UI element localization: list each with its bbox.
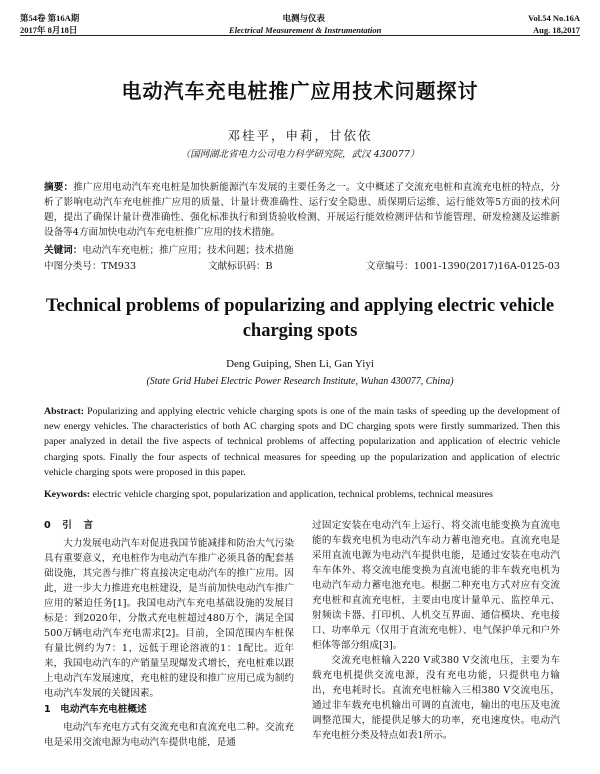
document-code: 文献标识码：B: [208, 261, 273, 272]
section-heading-introduction: 0 引 言: [44, 520, 95, 531]
keywords-cn-label: 关键词：: [44, 245, 83, 256]
abstract-en-text: Popularizing and applying electric vehicle charging spots is one of the main tasks of speeding up the development of new energy vehicles. The characteristics of both AC charging spots and DC charging spots were firstly summarized. Then this paper analyzed in detail the five aspects of technical problems of affecting popularization and application of electric vehicle charging spots. Finally the four aspects of technical measures for speeding up the popularization and application of electric vehicle charging spots were proposed in this paper.: [44, 406, 560, 478]
authors-en: Deng Guiping, Shen Li, Gan Yiyi: [226, 358, 374, 370]
clc-number: 中图分类号：TM933: [44, 261, 137, 272]
abstract-en: [44, 404, 560, 480]
section-heading-overview: 1 电动汽车充电桩概述: [44, 704, 147, 715]
journal-volume: 第54卷 第16A期: [20, 13, 80, 23]
journal-volume-en: Vol.54 No.16A: [528, 13, 580, 23]
journal-name-cn: 电测与仪表: [282, 13, 325, 23]
keywords-en-label: Keywords:: [44, 489, 91, 500]
affiliation-cn: （国网湖北省电力公司电力科学研究院，武汉 430077）: [180, 149, 420, 160]
header-divider: [20, 35, 580, 36]
title-cn: 电动汽车充电桩推广应用技术问题探讨: [121, 79, 479, 103]
abstract-en-label: Abstract:: [44, 406, 85, 417]
abstract-cn-label: 摘要：: [44, 182, 74, 193]
charging-spot-paragraph: 交流充电桩输入220 V或380 V交流电压，主要为车载充电机提供交流电源，没有充电功能，只提供电力输出，充电耗时长。直流充电桩输入三相380 V交流电压，通过非车载充电机输出可调的直流电，输出的电压及电流调整范围大，能提供足够大的功率，充电速度快。电动汽车充电桩分类及特点如表1所示。: [312, 655, 560, 741]
issue-date-en: Aug. 18,2017: [532, 25, 580, 35]
overview-paragraph: 电动汽车充电方式有交流充电和直流充电二种。交流充电是采用交流电源为电动汽车提供电能，是通: [44, 722, 294, 748]
introduction-paragraph: 大力发展电动汽车对促进我国节能减排和防治大气污染具有重要意义，充电桩作为电动汽车推广必须具备的配套基础设施，其完善与推广将直接决定电动汽车的推广应用。因此，进一步大力推进充电桩建设，是当前加快电动汽车推广应用的紧迫任务[1]。我国电动汽车充电基础设施的发展目标是：到2020年，分散式充电桩超过480万个，满足全国500万辆电动汽车充电需求[2]。目前，全国范围内车桩保有量比例约为7：1，远低于理论溶液的1：1配比。近年来，我国电动汽车的产销量呈现爆发式增长，充电桩难以跟上电动汽车发展速度，充电桩的建设和推广应用已成为制约电动汽车发展的关键因素。: [44, 538, 294, 699]
article-number: 文章编号：1001-1390(2017)16A-0125-03: [365, 261, 560, 272]
overview-paragraph-continued: 过固定安装在电动汽车上运行、将交流电能变换为直流电能的车载充电机为电动汽车动力蓄电池充电。直流充电是采用直流电源为电动汽车提供电能，是通过安装在电动汽车车体外、将交流电能变换为直流电能的非车载充电机为电动汽车动力蓄电池充电。根据二种充电方式对应有交流充电桩和直流充电桩，主要由电度计量单元、监控单元、射频读卡器、打印机、人机交互界面、通信模块、充电接口、功率单元（仅用于直流充电桩）、电气保护单元和户外柜体等部分组成[3]。: [312, 520, 560, 651]
keywords-cn: [44, 242, 560, 256]
abstract-cn-text: 推广应用电动汽车充电桩是加快新能源汽车发展的主要任务之一。文中概述了交流充电桩和直流充电桩的特点，分析了影响电动汽车充电桩推广应用的质量、计量计费准确性、运行安全隐患、质保期后运维、运行能效等5方面的技术问题，提出了确保计量计费准确性、强化标准执行和到货验收检测、开展运行能效检测评估和节能管理、研发检测及运维新设备等4方面加快电动汽车充电桩推广应用的技术措施。: [44, 182, 561, 238]
issue-date-cn: 2017年 8月18日: [20, 25, 78, 35]
title-en: Technical problems of popularizing and applying electric vehicle charging spots: [45, 296, 555, 341]
keywords-cn-text: 电动汽车充电桩；推广应用；技术问题；技术措施: [82, 245, 294, 256]
affiliation-en: (State Grid Hubei Electric Power Research Institute, Wuhan 430077, China): [146, 376, 454, 387]
body-column-left: [44, 518, 294, 750]
keywords-en-text: electric vehicle charging spot, popularization and application, technical problems, technical measures: [90, 489, 493, 500]
authors-cn: 邓桂平，申莉，甘依依: [227, 128, 373, 143]
keywords-en: [44, 489, 560, 500]
journal-name-en: Electrical Measurement & Instrumentation: [229, 25, 382, 35]
running-header: [20, 12, 580, 36]
body-column-right: [312, 518, 560, 743]
abstract-cn: [44, 180, 560, 240]
